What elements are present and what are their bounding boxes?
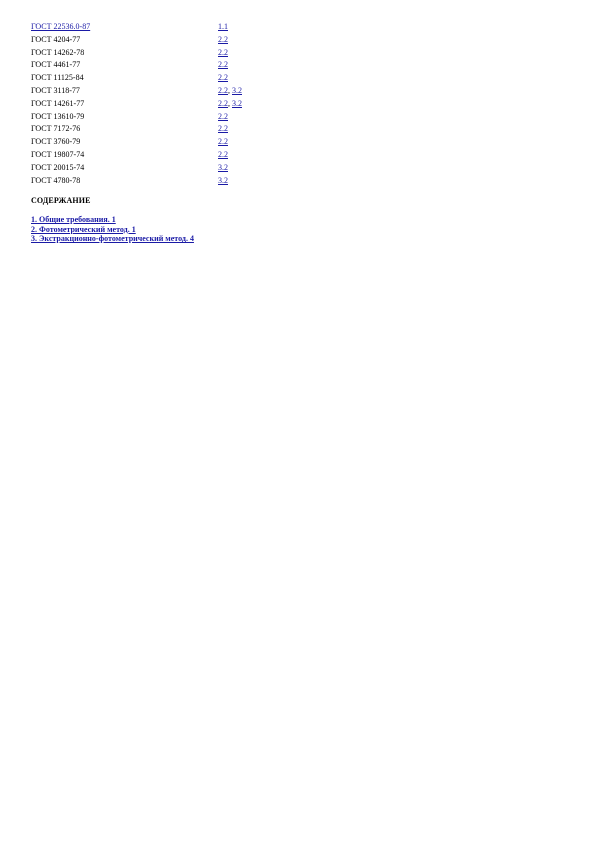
toc-link-photometric-method[interactable]: 2. Фотометрический метод. 1 xyxy=(31,224,136,234)
section-item-link[interactable]: 3.2 xyxy=(232,98,242,108)
reference-items-cell xyxy=(218,136,242,149)
reference-document-name: ГОСТ 20015-74 xyxy=(31,162,85,172)
table-row xyxy=(31,149,242,162)
toc-item xyxy=(31,234,194,244)
reference-document-cell xyxy=(31,162,218,175)
table-row xyxy=(31,162,242,175)
section-item-link[interactable]: 2.2 xyxy=(218,47,228,57)
reference-document-name: ГОСТ 4204-77 xyxy=(31,34,81,44)
section-item-link[interactable]: 2.2 xyxy=(218,98,228,108)
reference-items-cell xyxy=(218,111,242,124)
reference-items-cell xyxy=(218,47,242,60)
reference-document-cell xyxy=(31,21,218,34)
reference-document-cell xyxy=(31,123,218,136)
reference-items-cell xyxy=(218,34,242,47)
reference-items-cell xyxy=(218,175,242,188)
section-item-link[interactable]: 2.2 xyxy=(218,149,228,159)
reference-document-name: ГОСТ 13610-79 xyxy=(31,111,85,121)
reference-document-name: ГОСТ 3760-79 xyxy=(31,137,81,147)
section-item-link[interactable]: 2.2 xyxy=(218,34,228,44)
reference-document-name: ГОСТ 14262-78 xyxy=(31,47,85,57)
reference-document-name: ГОСТ 4780-78 xyxy=(31,175,81,185)
reference-items-cell xyxy=(218,98,242,111)
reference-document-link[interactable]: ГОСТ 22536.0-87 xyxy=(31,22,91,31)
table-row xyxy=(31,136,242,149)
reference-document-cell xyxy=(31,98,218,111)
reference-document-cell xyxy=(31,59,218,72)
table-row xyxy=(31,34,242,47)
item-separator: , xyxy=(228,98,232,108)
reference-document-cell xyxy=(31,149,218,162)
reference-document-name: ГОСТ 4461-77 xyxy=(31,60,81,70)
reference-document-name: ГОСТ 14261-77 xyxy=(31,98,85,108)
reference-items-cell xyxy=(218,59,242,72)
reference-items-cell xyxy=(218,72,242,85)
table-row xyxy=(31,123,242,136)
toc-link-extraction-photometric-method[interactable]: 3. Экстракционно-фотометрический метод. 4 xyxy=(31,234,194,244)
reference-items-cell xyxy=(218,149,242,162)
reference-document-cell xyxy=(31,72,218,85)
normative-references-table xyxy=(31,21,242,187)
section-item-link[interactable]: 3.2 xyxy=(232,85,242,95)
contents-heading: СОДЕРЖАНИЕ xyxy=(31,196,91,205)
table-row xyxy=(31,47,242,60)
reference-items-cell xyxy=(218,162,242,175)
toc-link-general-requirements[interactable]: 1. Общие требования. 1 xyxy=(31,215,116,224)
table-of-contents xyxy=(31,215,194,244)
reference-document-cell xyxy=(31,111,218,124)
section-item-link[interactable]: 2.2 xyxy=(218,137,228,147)
references-table-body xyxy=(31,21,242,187)
reference-items-cell xyxy=(218,123,242,136)
reference-items-cell xyxy=(218,85,242,98)
section-item-link[interactable]: 2.2 xyxy=(218,85,228,95)
table-row xyxy=(31,98,242,111)
toc-item xyxy=(31,215,194,225)
reference-document-cell xyxy=(31,85,218,98)
section-item-link[interactable]: 2.2 xyxy=(218,124,228,134)
reference-document-cell xyxy=(31,47,218,60)
section-item-link[interactable]: 2.2 xyxy=(218,73,228,83)
section-item-link[interactable]: 2.2 xyxy=(218,111,228,121)
section-item-link[interactable]: 2.2 xyxy=(218,60,228,70)
table-row xyxy=(31,21,242,34)
table-row xyxy=(31,111,242,124)
table-row xyxy=(31,59,242,72)
item-separator: , xyxy=(228,85,232,95)
reference-document-name: ГОСТ 3118-77 xyxy=(31,85,80,95)
reference-document-name: ГОСТ 7172-76 xyxy=(31,124,81,134)
section-item-link[interactable]: 1.1 xyxy=(218,22,228,31)
table-row xyxy=(31,85,242,98)
reference-document-cell xyxy=(31,34,218,47)
reference-document-name: ГОСТ 19807-74 xyxy=(31,149,85,159)
reference-document-cell xyxy=(31,136,218,149)
reference-items-cell xyxy=(218,21,242,34)
reference-document-name: ГОСТ 11125-84 xyxy=(31,73,84,83)
section-item-link[interactable]: 3.2 xyxy=(218,162,228,172)
section-item-link[interactable]: 3.2 xyxy=(218,175,228,185)
toc-item xyxy=(31,225,194,235)
table-row xyxy=(31,72,242,85)
reference-document-cell xyxy=(31,175,218,188)
table-row xyxy=(31,175,242,188)
